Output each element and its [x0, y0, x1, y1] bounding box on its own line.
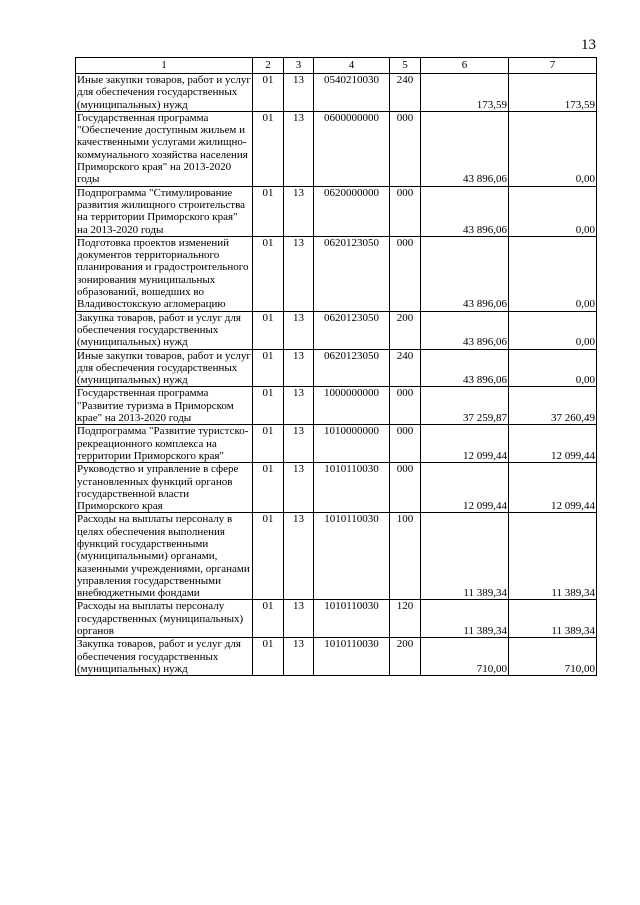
row-name: Иные закупки товаров, работ и услуг для обеспечения государственных (муниципальных) нужд	[77, 74, 251, 111]
row-amount-2: 710,00	[509, 638, 597, 676]
row-section: 01	[253, 638, 284, 676]
row-expense-type: 000	[390, 425, 421, 463]
column-header: 7	[509, 58, 597, 74]
row-subsection: 13	[284, 236, 314, 311]
row-subsection: 13	[284, 111, 314, 186]
row-expense-type: 000	[390, 463, 421, 513]
row-target-code: 1010110030	[314, 600, 390, 638]
row-amount-1: 11 389,34	[421, 513, 509, 600]
column-header: 3	[284, 58, 314, 74]
row-subsection: 13	[284, 186, 314, 236]
row-name: Закупка товаров, работ и услуг для обеспечения государственных (муниципальных) нужд	[76, 638, 253, 676]
table-row	[76, 349, 597, 387]
column-header: 6	[421, 58, 509, 74]
row-section: 01	[253, 311, 284, 349]
row-expense-type: 100	[390, 513, 421, 600]
row-amount-2: 37 260,49	[509, 387, 597, 425]
row-section: 01	[253, 600, 284, 638]
row-amount-1: 37 259,87	[421, 387, 509, 425]
row-amount-1: 12 099,44	[421, 463, 509, 513]
row-section: 01	[253, 74, 284, 112]
row-amount-1: 43 896,06	[421, 111, 509, 186]
row-name: Руководство и управление в сфере установленных функций органов государственной власти Приморского края	[76, 463, 253, 513]
column-header: 4	[314, 58, 390, 74]
row-target-code: 1010110030	[314, 513, 390, 600]
row-target-code: 1010000000	[314, 425, 390, 463]
row-name: Подготовка проектов изменений документов территориального планирования и градостроительного зонирования муниципальных образований, вошедших во Владивостокскую агломерацию	[76, 236, 253, 311]
row-amount-2: 0,00	[509, 236, 597, 311]
table-row	[76, 513, 597, 600]
row-section: 01	[253, 349, 284, 387]
table-row	[76, 236, 597, 311]
row-section: 01	[253, 186, 284, 236]
row-subsection: 13	[284, 349, 314, 387]
row-subsection: 13	[284, 387, 314, 425]
row-target-code: 1000000000	[314, 387, 390, 425]
row-name: Государственная программа "Обеспечение доступным жильем и качественными услугами жилищно-коммунального хозяйства населения Приморского края" на 2013-2020 годы	[76, 111, 253, 186]
row-section: 01	[253, 513, 284, 600]
table-row	[76, 600, 597, 638]
row-section: 01	[253, 111, 284, 186]
row-name: Подпрограмма "Стимулирование развития жилищного строительства на территории Приморского края" на 2013-2020 годы	[76, 186, 253, 236]
row-name: Расходы на выплаты персоналу государственных (муниципальных) органов	[76, 600, 253, 638]
row-amount-2: 11 389,34	[509, 600, 597, 638]
row-expense-type: 120	[390, 600, 421, 638]
row-name: Закупка товаров, работ и услуг для обеспечения государственных (муниципальных) нужд	[76, 311, 253, 349]
row-amount-2: 12 099,44	[509, 463, 597, 513]
row-subsection: 13	[284, 600, 314, 638]
row-section: 01	[253, 387, 284, 425]
row-subsection: 13	[284, 513, 314, 600]
row-target-code: 0540210030	[314, 74, 390, 112]
row-amount-1: 43 896,06	[421, 186, 509, 236]
row-name: Государственная программа "Развитие туризма в Приморском крае" на 2013-2020 годы	[76, 387, 253, 425]
row-subsection: 13	[284, 463, 314, 513]
row-expense-type: 240	[390, 349, 421, 387]
row-amount-1: 43 896,06	[421, 311, 509, 349]
row-section: 01	[253, 236, 284, 311]
table-row	[76, 387, 597, 425]
row-name: Иные закупки товаров, работ и услуг для обеспечения государственных (муниципальных) нужд	[77, 349, 251, 387]
row-expense-type: 000	[390, 387, 421, 425]
table-row	[76, 186, 597, 236]
table-row	[76, 74, 597, 112]
row-target-code: 0620123050	[314, 349, 390, 387]
table-row	[76, 311, 597, 349]
row-amount-1: 11 389,34	[421, 600, 509, 638]
page-number: 13	[581, 37, 596, 53]
row-amount-1: 43 896,06	[421, 236, 509, 311]
row-expense-type: 200	[390, 638, 421, 676]
column-header: 5	[390, 58, 421, 74]
row-target-code: 1010110030	[314, 463, 390, 513]
column-header: 1	[76, 58, 253, 74]
table-row	[76, 425, 597, 463]
row-subsection: 13	[284, 311, 314, 349]
row-section: 01	[253, 425, 284, 463]
row-name: Расходы на выплаты персоналу в целях обеспечения выполнения функций государственными (муниципальными) органами, казенными учреждениями, органами управления государственными внебюджетными фондами	[76, 513, 253, 600]
row-expense-type: 000	[390, 186, 421, 236]
table-row	[76, 111, 597, 186]
row-subsection: 13	[284, 638, 314, 676]
table-header-row	[76, 58, 597, 74]
row-target-code: 0600000000	[314, 111, 390, 186]
row-expense-type: 200	[390, 311, 421, 349]
row-amount-2: 0,00	[509, 349, 597, 387]
column-header: 2	[253, 58, 284, 74]
row-subsection: 13	[284, 74, 314, 112]
row-target-code: 0620123050	[314, 311, 390, 349]
row-amount-1: 173,59	[421, 74, 509, 112]
row-amount-2: 0,00	[509, 186, 597, 236]
row-amount-2: 0,00	[509, 311, 597, 349]
row-amount-2: 11 389,34	[509, 513, 597, 600]
row-amount-2: 12 099,44	[509, 425, 597, 463]
row-target-code: 0620123050	[314, 236, 390, 311]
row-target-code: 0620000000	[314, 186, 390, 236]
row-section: 01	[253, 463, 284, 513]
row-expense-type: 000	[390, 111, 421, 186]
row-subsection: 13	[284, 425, 314, 463]
row-amount-1: 43 896,06	[421, 349, 509, 387]
row-expense-type: 000	[390, 236, 421, 311]
table-row	[76, 638, 597, 676]
row-name: Подпрограмма "Развитие туристско-рекреационного комплекса на территории Приморского края"	[76, 425, 253, 463]
row-amount-1: 12 099,44	[421, 425, 509, 463]
row-target-code: 1010110030	[314, 638, 390, 676]
row-amount-1: 710,00	[421, 638, 509, 676]
row-amount-2: 173,59	[509, 74, 597, 112]
row-expense-type: 240	[390, 74, 421, 112]
budget-table	[75, 57, 597, 676]
table-row	[76, 463, 597, 513]
row-amount-2: 0,00	[509, 111, 597, 186]
